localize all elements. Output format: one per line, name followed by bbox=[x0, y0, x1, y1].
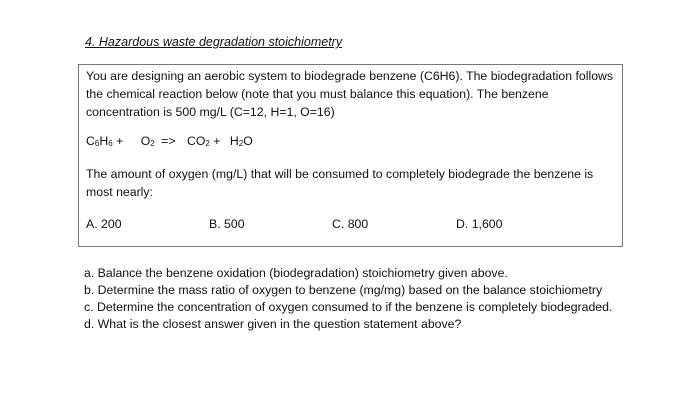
task-item: b. Determine the mass ratio of oxygen to benzene (mg/mg) based on the balance stoichiometry bbox=[84, 283, 603, 297]
option-c: C. 800 bbox=[332, 217, 369, 231]
question-line: The amount of oxygen (mg/L) that will be consumed to completely biodegrade the benzene is bbox=[86, 167, 594, 181]
task-item: c. Determine the concentration of oxygen consumed to if the benzene is completely biodegraded. bbox=[84, 300, 613, 314]
problem-line: the chemical reaction below (note that you must balance this equation). The benzene bbox=[86, 87, 549, 101]
chemical-equation: $C_6H_6 + O_2 => CO_2 + H_2O$ bbox=[86, 134, 253, 148]
question-line: most nearly: bbox=[86, 185, 153, 199]
option-b: B. 500 bbox=[209, 217, 245, 231]
section-title: 4. Hazardous waste degradation stoichiometry bbox=[85, 35, 343, 49]
problem-line: You are designing an aerobic system to biodegrade benzene (C6H6). The biodegradation follows bbox=[86, 69, 614, 83]
problem-line: concentration is 500 mg/L (C=12, H=1, O=16) bbox=[86, 105, 335, 119]
option-d: D. 1,600 bbox=[456, 217, 503, 231]
task-item: d. What is the closest answer given in the question statement above? bbox=[84, 317, 462, 331]
problem-box bbox=[78, 64, 623, 247]
task-item: a. Balance the benzene oxidation (biodegradation) stoichiometry given above. bbox=[84, 266, 508, 280]
task-list bbox=[84, 265, 624, 333]
option-a: A. 200 bbox=[86, 217, 122, 231]
